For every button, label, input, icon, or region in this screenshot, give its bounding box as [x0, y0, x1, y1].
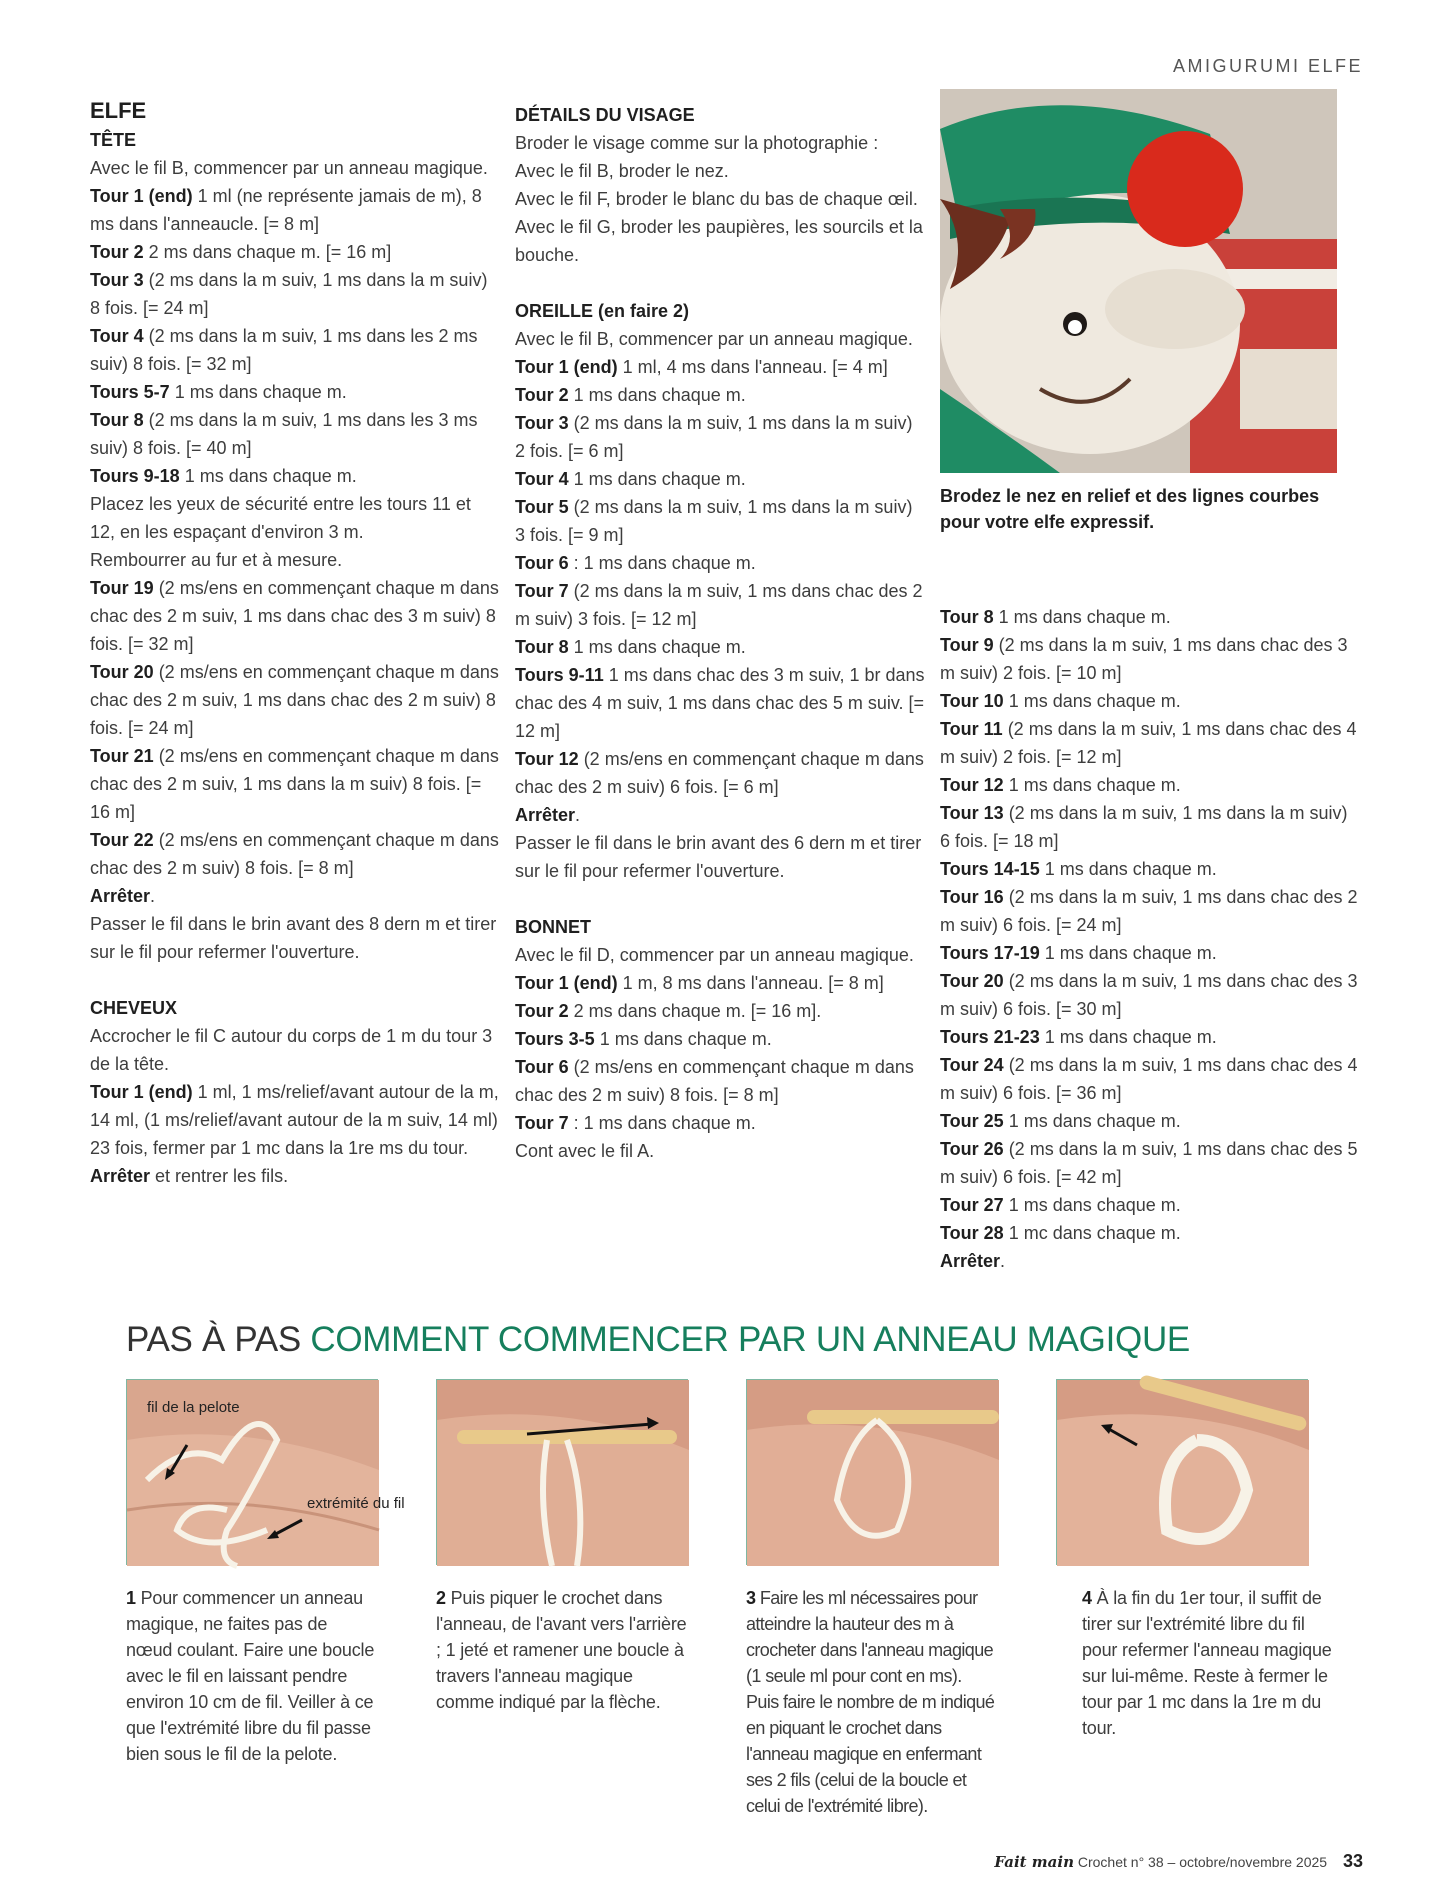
- instruction-line: [940, 1219, 1360, 1247]
- round-label: Tour 22: [90, 830, 154, 850]
- round-label: Tour 2: [515, 385, 569, 405]
- round-text: (2 ms dans la m suiv, 1 ms dans la m suiv) 8 fois. [= 24 m]: [90, 270, 488, 318]
- round-label: Tour 12: [515, 749, 579, 769]
- section-title-bonnet: BONNET: [515, 917, 591, 937]
- round-label: Tour 6: [515, 553, 569, 573]
- instruction-line: [940, 1135, 1360, 1191]
- round-text: : 1 ms dans chaque m.: [568, 553, 756, 573]
- instruction-line: [515, 409, 925, 465]
- round-text: Accrocher le fil C autour du corps de 1 m du tour 3 de la tête.: [90, 1026, 493, 1074]
- round-text: 1 ms dans chaque m.: [1039, 859, 1217, 879]
- instruction-line: [515, 801, 925, 829]
- step-2-number: 2: [436, 1588, 446, 1608]
- round-text: (2 ms dans la m suiv, 1 ms dans chac des 5 m suiv) 6 fois. [= 42 m]: [940, 1139, 1358, 1187]
- round-text: 1 ms dans chac des 3 m suiv, 1 br dans chac des 4 m suiv, 1 ms dans chac des 5 m suiv. [= 12 m]: [515, 665, 925, 741]
- round-text: Cont avec le fil A.: [515, 1141, 655, 1161]
- section-title-tete: TÊTE: [90, 130, 137, 150]
- step-title-accent: COMMENT COMMENCER PAR UN ANNEAU MAGIQUE: [310, 1320, 1190, 1359]
- instruction-line: [940, 771, 1360, 799]
- instruction-line: [940, 967, 1360, 1023]
- instruction-line: [90, 406, 500, 462]
- round-label: Tour 1 (end): [90, 1082, 193, 1102]
- round-text: 1 ms dans chaque m.: [179, 466, 357, 486]
- visage-instructions: [515, 129, 925, 269]
- instruction-line: [90, 546, 500, 574]
- step-2-text: [436, 1585, 688, 1715]
- step-title-prefix: PAS À PAS: [126, 1320, 311, 1359]
- instruction-line: [940, 631, 1360, 687]
- step-4-photo: [1056, 1379, 1308, 1565]
- instruction-line: [515, 1053, 925, 1109]
- round-text: .: [1000, 1251, 1006, 1271]
- elf-photo: [940, 89, 1337, 473]
- round-text: Avec le fil F, broder le blanc du bas de chaque œil.: [515, 189, 918, 209]
- instruction-line: [90, 490, 500, 546]
- round-text: 1 ms dans chaque m.: [1039, 1027, 1217, 1047]
- instruction-line: [90, 742, 500, 826]
- round-text: 1 ms dans chaque m.: [594, 1029, 772, 1049]
- step-1-text: [126, 1585, 378, 1767]
- round-text: Placez les yeux de sécurité entre les tours 11 et 12, en les espaçant d'environ 3 m.: [90, 494, 471, 542]
- round-text: (2 ms/ens en commençant chaque m dans chac des 2 m suiv) 8 fois. [= 8 m]: [515, 1057, 914, 1105]
- instruction-line: [515, 997, 925, 1025]
- round-label: Tour 1 (end): [515, 357, 618, 377]
- instruction-line: [515, 493, 925, 549]
- page-number: 33: [1342, 1851, 1363, 1871]
- round-text: (2 ms dans la m suiv, 1 ms dans chac des 3 m suiv) 6 fois. [= 30 m]: [940, 971, 1358, 1019]
- round-label: Tour 7: [515, 581, 569, 601]
- round-label: Tours 5-7: [90, 382, 170, 402]
- round-label: Tour 3: [90, 270, 144, 290]
- step-3-text: [746, 1585, 998, 1819]
- round-text: 1 ms dans chaque m.: [993, 607, 1171, 627]
- step-4-body: À la fin du 1er tour, il suffit de tirer sur l'extrémité libre du fil pour refermer l'anneau magique sur lui-même. Reste à fermer le tour par 1 mc dans la 1re m du tour.: [1082, 1588, 1332, 1738]
- round-label: Tour 2: [90, 242, 144, 262]
- round-label: Tour 6: [515, 1057, 569, 1077]
- round-text: Avec le fil B, broder le nez.: [515, 161, 729, 181]
- step-1-number: 1: [126, 1588, 136, 1608]
- instruction-line: [515, 325, 925, 353]
- round-label: Tour 2: [515, 1001, 569, 1021]
- round-text: 1 ms dans chaque m.: [1003, 1195, 1181, 1215]
- round-label: Arrêter: [90, 1166, 151, 1186]
- round-label: Arrêter: [90, 886, 151, 906]
- step-1-label-bottom: extrémité du fil: [307, 1495, 405, 1512]
- instruction-line: [940, 883, 1360, 939]
- instruction-line: [515, 633, 925, 661]
- instruction-line: [90, 826, 500, 882]
- round-label: Tour 13: [940, 803, 1004, 823]
- round-text: .: [575, 805, 581, 825]
- instruction-line: [90, 266, 500, 322]
- instruction-line: [90, 462, 500, 490]
- round-label: Tours 9-11: [515, 665, 604, 685]
- instruction-line: [515, 969, 925, 997]
- instruction-line: [90, 182, 500, 238]
- round-label: Tour 7: [515, 1113, 569, 1133]
- round-text: 1 ms dans chaque m.: [568, 385, 746, 405]
- instruction-line: [515, 745, 925, 801]
- round-text: .: [150, 886, 156, 906]
- instruction-line: [90, 910, 500, 966]
- step-3-photo: [746, 1379, 998, 1565]
- instruction-line: [90, 154, 500, 182]
- round-text: 1 ms dans chaque m.: [169, 382, 347, 402]
- instruction-line: [940, 687, 1360, 715]
- round-text: Avec le fil B, commencer par un anneau magique.: [515, 329, 913, 349]
- round-label: Tour 9: [940, 635, 994, 655]
- oreille-instructions: [515, 325, 925, 885]
- page-footer: [994, 1851, 1363, 1872]
- instruction-line: [90, 574, 500, 658]
- round-label: Tour 11: [940, 719, 1003, 739]
- instruction-line: [940, 1247, 1360, 1275]
- instruction-line: [515, 1137, 925, 1165]
- round-label: Tour 1 (end): [90, 186, 193, 206]
- step-1-photo: [126, 1379, 405, 1565]
- round-label: Tour 25: [940, 1111, 1004, 1131]
- cheveux-instructions: [90, 1022, 500, 1190]
- instruction-line: [90, 378, 500, 406]
- round-label: Tours 3-5: [515, 1029, 595, 1049]
- instruction-line: [940, 1107, 1360, 1135]
- round-label: Tour 12: [940, 775, 1004, 795]
- round-label: Tour 26: [940, 1139, 1004, 1159]
- section-title-visage: DÉTAILS DU VISAGE: [515, 105, 695, 125]
- step-1-body: Pour commencer un anneau magique, ne faites pas de nœud coulant. Faire une boucle avec le fil en laissant pendre environ 10 cm de fil. Veiller à ce que l'extrémité libre du fil passe bien sous le fil de la pelote.: [126, 1588, 375, 1764]
- instruction-line: [90, 1022, 500, 1078]
- round-text: 1 ms dans chaque m.: [1003, 775, 1181, 795]
- instruction-line: [515, 381, 925, 409]
- round-label: Tour 19: [90, 578, 154, 598]
- round-text: (2 ms dans la m suiv, 1 ms dans chac des 2 m suiv) 3 fois. [= 12 m]: [515, 581, 923, 629]
- round-text: (2 ms/ens en commençant chaque m dans chac des 2 m suiv, 1 ms dans chac des 3 m suiv) 8 fois. [= 32 m]: [90, 578, 499, 654]
- photo-caption: Brodez le nez en relief et des lignes courbes pour votre elfe expressif.: [940, 486, 1320, 532]
- instruction-line: [515, 185, 925, 213]
- round-text: 1 m, 8 ms dans l'anneau. [= 8 m]: [617, 973, 884, 993]
- round-text: (2 ms/ens en commençant chaque m dans chac des 2 m suiv) 6 fois. [= 6 m]: [515, 749, 924, 797]
- section-title-cheveux: CHEVEUX: [90, 998, 178, 1018]
- round-text: (2 ms/ens en commençant chaque m dans chac des 2 m suiv, 1 ms dans chac des 2 m suiv) 8 fois. [= 24 m]: [90, 662, 499, 738]
- round-text: (2 ms dans la m suiv, 1 ms dans les 2 ms suiv) 8 fois. [= 32 m]: [90, 326, 478, 374]
- instruction-line: [940, 603, 1360, 631]
- round-text: 1 mc dans chaque m.: [1003, 1223, 1181, 1243]
- round-text: (2 ms/ens en commençant chaque m dans chac des 2 m suiv) 8 fois. [= 8 m]: [90, 830, 499, 878]
- round-text: 2 ms dans chaque m. [= 16 m]: [143, 242, 392, 262]
- instruction-line: [515, 129, 925, 157]
- round-label: Tour 24: [940, 1055, 1004, 1075]
- round-text: 1 ml (ne représente jamais de m), 8 ms dans l'anneaucle. [= 8 m]: [90, 186, 482, 234]
- round-text: Avec le fil D, commencer par un anneau magique.: [515, 945, 914, 965]
- instruction-line: [90, 322, 500, 378]
- round-text: et rentrer les fils.: [150, 1166, 289, 1186]
- round-text: Broder le visage comme sur la photographie :: [515, 133, 879, 153]
- round-label: Tour 8: [515, 637, 569, 657]
- round-label: Tours 21-23: [940, 1027, 1040, 1047]
- instruction-line: [515, 353, 925, 381]
- step-2-body: Puis piquer le crochet dans l'anneau, de l'avant vers l'arrière ; 1 jeté et ramener une boucle à travers l'anneau magique comme indiqué par la flèche.: [436, 1588, 687, 1712]
- round-label: Arrêter: [515, 805, 576, 825]
- round-text: 1 ms dans chaque m.: [568, 469, 746, 489]
- column-3: [940, 603, 1360, 1275]
- bonnet-instructions: [515, 941, 925, 1165]
- round-text: (2 ms dans la m suiv, 1 ms dans les 3 ms suiv) 8 fois. [= 40 m]: [90, 410, 478, 458]
- round-label: Tours 17-19: [940, 943, 1040, 963]
- step-1-label-top: fil de la pelote: [147, 1399, 240, 1416]
- instruction-line: [90, 1078, 500, 1162]
- round-label: Tour 28: [940, 1223, 1004, 1243]
- round-text: (2 ms dans la m suiv, 1 ms dans chac des 4 m suiv) 2 fois. [= 12 m]: [940, 719, 1357, 767]
- instruction-line: [90, 1162, 500, 1190]
- round-label: Tour 5: [515, 497, 569, 517]
- magazine-brand: Fait main: [994, 1853, 1074, 1871]
- round-text: 1 ml, 4 ms dans l'anneau. [= 4 m]: [617, 357, 888, 377]
- round-text: 1 ms dans chaque m.: [1003, 1111, 1181, 1131]
- step-by-step-title: [126, 1320, 1190, 1360]
- round-label: Tour 10: [940, 691, 1004, 711]
- round-text: Rembourrer au fur et à mesure.: [90, 550, 343, 570]
- round-text: 2 ms dans chaque m. [= 16 m].: [568, 1001, 822, 1021]
- instruction-line: [515, 465, 925, 493]
- round-label: Tour 4: [515, 469, 569, 489]
- round-text: (2 ms/ens en commençant chaque m dans chac des 2 m suiv, 1 ms dans la m suiv) 8 fois. [= 16 m]: [90, 746, 499, 822]
- instruction-line: [940, 855, 1360, 883]
- round-text: 1 ml, 1 ms/relief/avant autour de la m, 14 ml, (1 ms/relief/avant autour de la m suiv, 14 ml) 23 fois, fermer par 1 mc dans la 1re ms du tour.: [90, 1082, 499, 1158]
- instruction-line: [515, 577, 925, 633]
- instruction-line: [90, 658, 500, 742]
- instruction-line: [515, 1025, 925, 1053]
- round-text: (2 ms dans la m suiv, 1 ms dans la m suiv) 3 fois. [= 9 m]: [515, 497, 913, 545]
- round-text: Avec le fil B, commencer par un anneau magique.: [90, 158, 488, 178]
- round-text: Passer le fil dans le brin avant des 6 dern m et tirer sur le fil pour refermer l'ouverture.: [515, 833, 922, 881]
- instruction-line: [515, 661, 925, 745]
- round-text: Passer le fil dans le brin avant des 8 dern m et tirer sur le fil pour refermer l'ouverture.: [90, 914, 497, 962]
- round-label: Tour 4: [90, 326, 144, 346]
- round-label: Tour 8: [940, 607, 994, 627]
- instruction-line: [515, 829, 925, 885]
- round-label: Arrêter: [940, 1251, 1001, 1271]
- round-text: 1 ms dans chaque m.: [568, 637, 746, 657]
- tete-instructions: [90, 154, 500, 966]
- instruction-line: [940, 1023, 1360, 1051]
- issue-info: Crochet n° 38 – octobre/novembre 2025: [1077, 1854, 1328, 1870]
- instruction-line: [515, 549, 925, 577]
- round-label: Tour 3: [515, 413, 569, 433]
- round-label: Tour 27: [940, 1195, 1004, 1215]
- instruction-line: [515, 157, 925, 185]
- round-text: (2 ms dans la m suiv, 1 ms dans chac des 4 m suiv) 6 fois. [= 36 m]: [940, 1055, 1358, 1103]
- step-3-body: Faire les ml nécessaires pour atteindre la hauteur des m à crocheter dans l'anneau magique (1 seule ml pour cont en ms). Puis faire le nombre de m indiqué en piquant le crochet dans l'anneau magique en enfermant ses 2 fils (celui de la boucle et celui de l'extrémité libre).: [746, 1588, 995, 1816]
- round-text: 1 ms dans chaque m.: [1039, 943, 1217, 963]
- round-label: Tour 20: [940, 971, 1004, 991]
- instruction-line: [90, 238, 500, 266]
- round-label: Tours 9-18: [90, 466, 180, 486]
- header-tag: AMIGURUMI ELFE: [1172, 56, 1363, 76]
- instruction-line: [90, 882, 500, 910]
- column-1: [90, 96, 500, 1190]
- round-label: Tour 20: [90, 662, 154, 682]
- round-label: Tour 1 (end): [515, 973, 618, 993]
- instruction-line: [940, 799, 1360, 855]
- step-2-photo: [436, 1379, 688, 1565]
- step-4-text: [1082, 1585, 1334, 1741]
- step-3-number: 3: [746, 1588, 756, 1608]
- instruction-line: [515, 213, 925, 269]
- instruction-line: [940, 1051, 1360, 1107]
- round-label: Tour 8: [90, 410, 144, 430]
- section-title-oreille: OREILLE (en faire 2): [515, 301, 690, 321]
- bonnet-continued-instructions: [940, 603, 1360, 1275]
- round-text: (2 ms dans la m suiv, 1 ms dans la m suiv) 2 fois. [= 6 m]: [515, 413, 913, 461]
- round-text: 1 ms dans chaque m.: [1003, 691, 1181, 711]
- instruction-line: [940, 939, 1360, 967]
- elf-photo-illustration: [940, 89, 1337, 473]
- pattern-title: ELFE: [90, 98, 147, 123]
- instruction-line: [940, 1191, 1360, 1219]
- round-text: : 1 ms dans chaque m.: [568, 1113, 756, 1133]
- round-text: (2 ms dans la m suiv, 1 ms dans chac des 2 m suiv) 6 fois. [= 24 m]: [940, 887, 1358, 935]
- round-text: (2 ms dans la m suiv, 1 ms dans la m suiv) 6 fois. [= 18 m]: [940, 803, 1348, 851]
- round-label: Tours 14-15: [940, 859, 1040, 879]
- round-text: Avec le fil G, broder les paupières, les sourcils et la bouche.: [515, 217, 923, 265]
- column-2: [515, 101, 925, 1165]
- instruction-line: [515, 1109, 925, 1137]
- instruction-line: [515, 941, 925, 969]
- instruction-line: [940, 715, 1360, 771]
- round-label: Tour 21: [90, 746, 154, 766]
- round-label: Tour 16: [940, 887, 1004, 907]
- step-4-number: 4: [1082, 1588, 1092, 1608]
- round-text: (2 ms dans la m suiv, 1 ms dans chac des 3 m suiv) 2 fois. [= 10 m]: [940, 635, 1348, 683]
